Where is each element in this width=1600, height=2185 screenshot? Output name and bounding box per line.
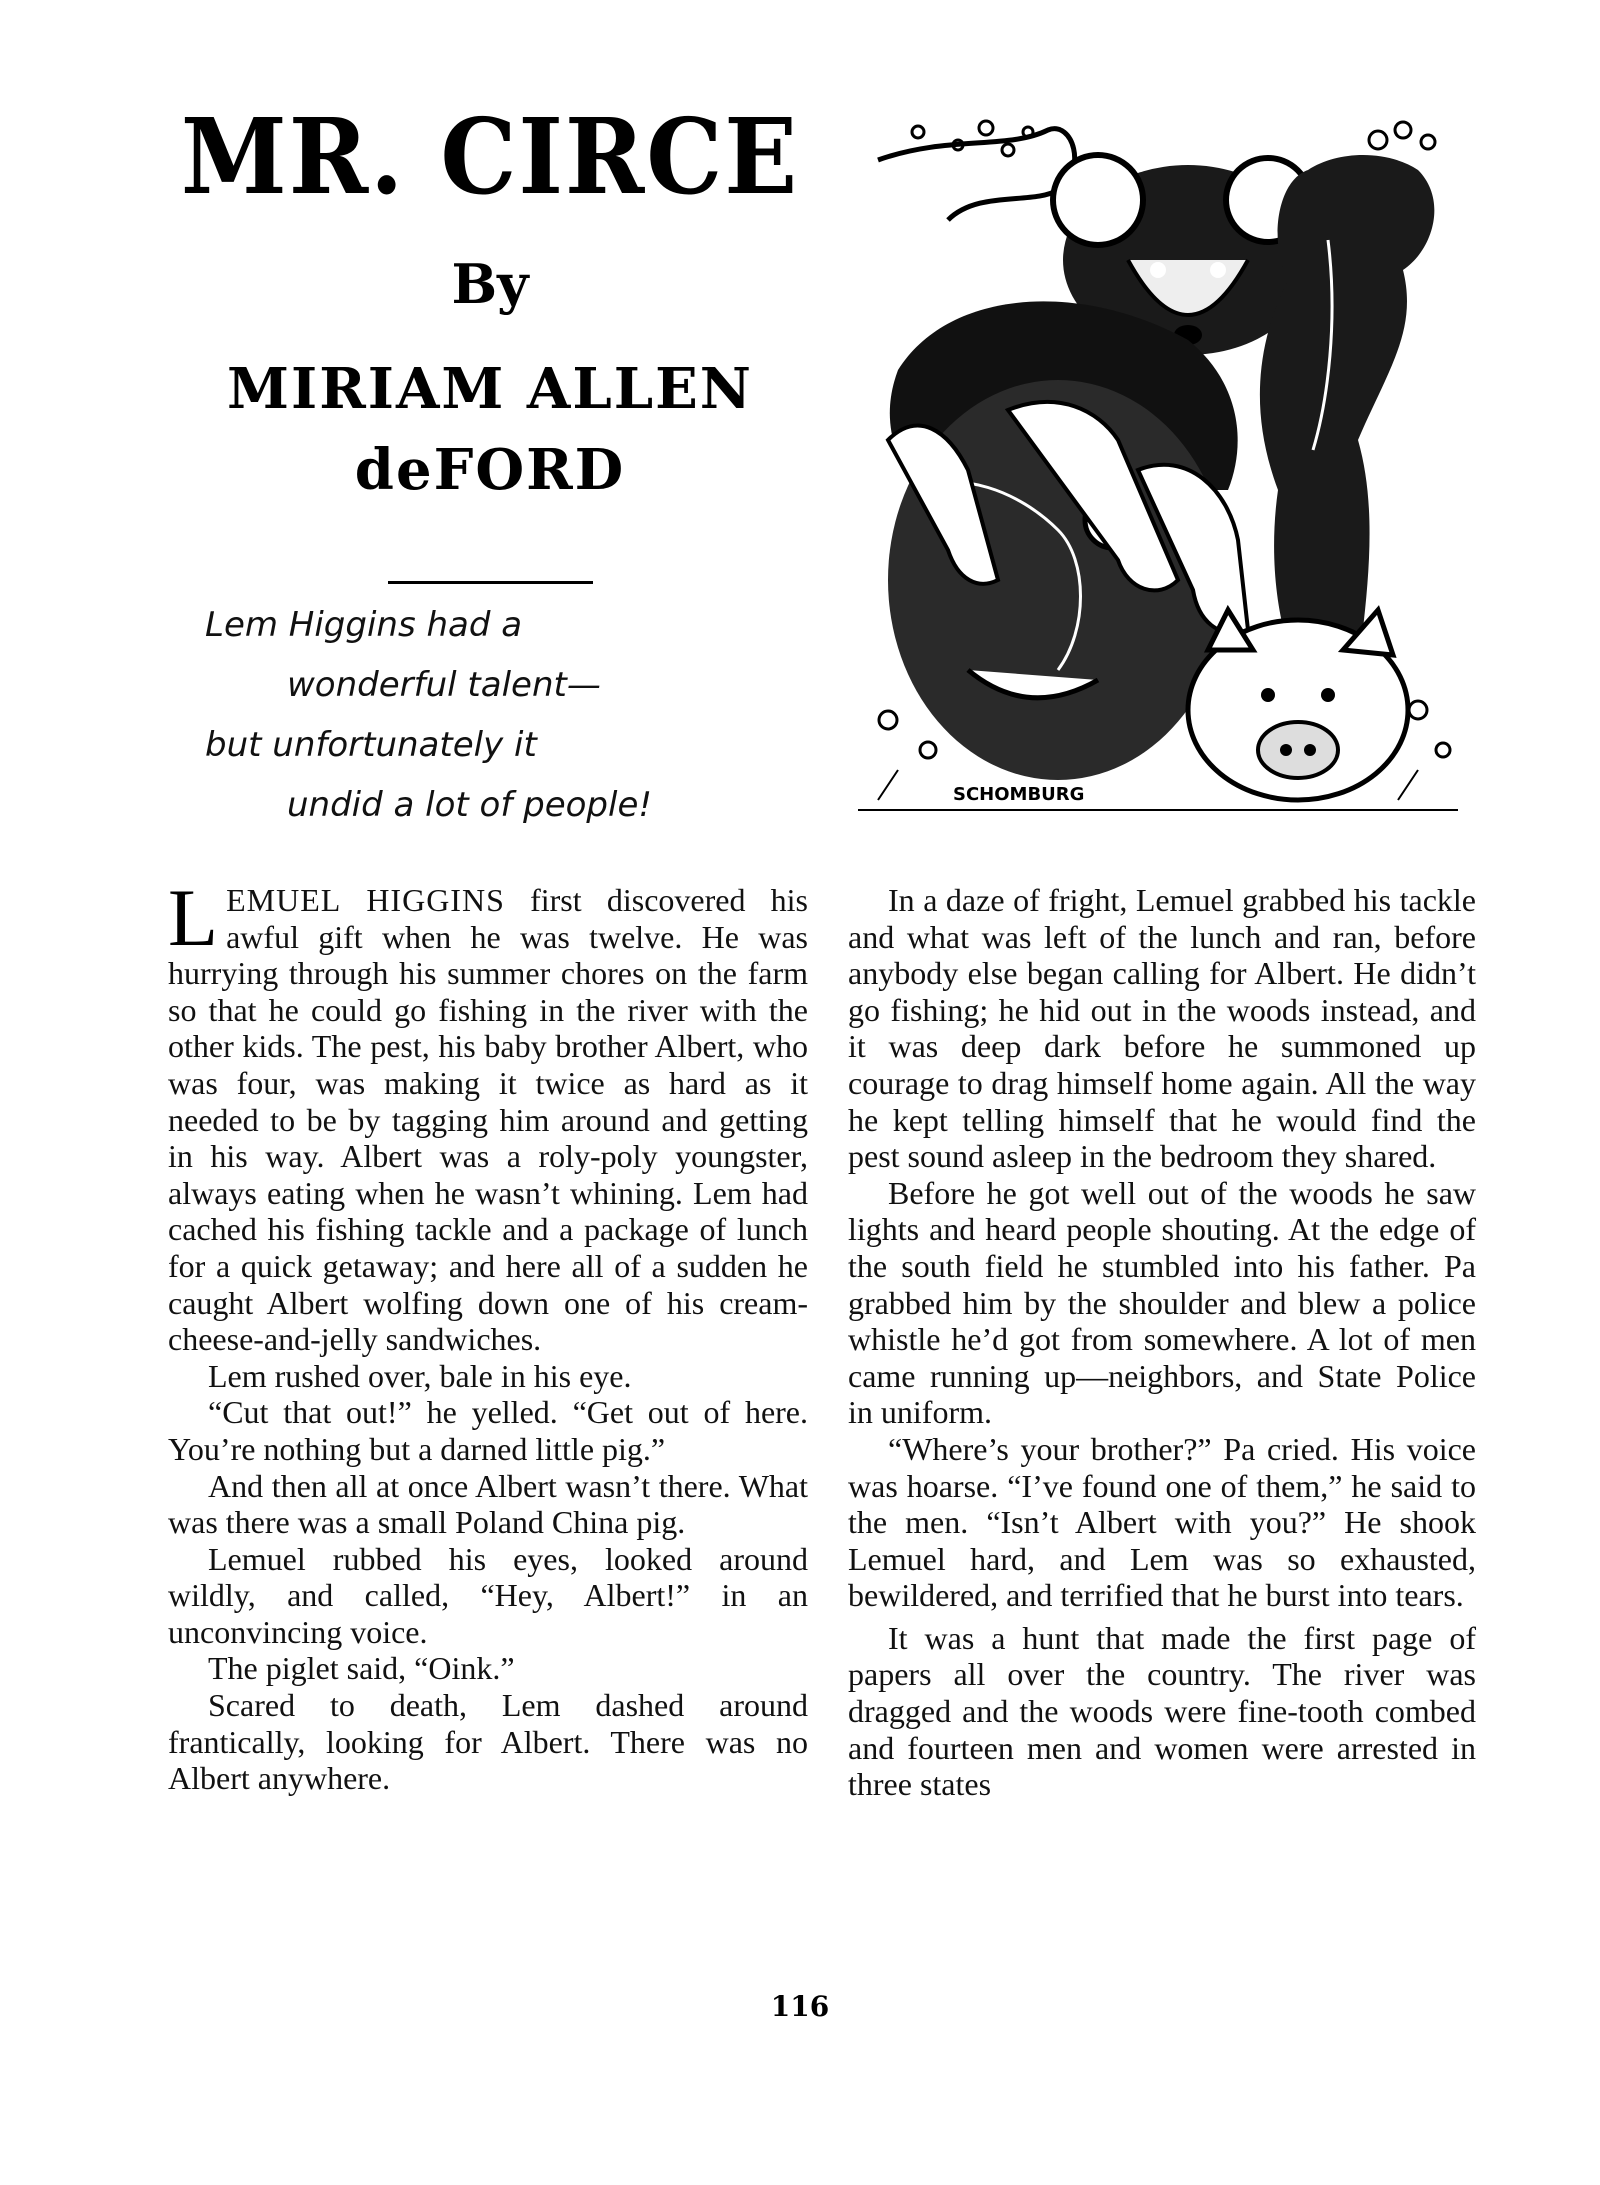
paragraph-text: first discovered his awful gift when he was twelve. He was hurrying through his summer chores on the farm so that he could go fishing in the river with the other kids. The pest, his baby brother Albert, who was four, was making it twice as hard as it needed to be by tagging him around and getting in his way. Albert was a roly-poly youngster, always eating when he wasn’t whining. Lem had cached his fishing tackle and a package of lunch for a quick getaway; and here all of a sudden he caught Albert wolfing down one of his cream-cheese-and-jelly sandwiches. [168,882,809,1358]
paragraph: “Where’s your brother?” Pa cried. His voice was hoarse. “I’ve found one of them,” he said to the men. “Isn’t Albert with you?” He shook Lemuel hard, and Lem was so exhausted, bewildered, and terrified that he burst into tears. [848,1430,1476,1614]
paragraph: “Cut that out!” he yelled. “Get out of here. You’re nothing but a darned little pig.” [168,1394,808,1467]
paragraph: And then all at once Albert wasn’t there. What was there was a small Poland China pig. [168,1467,808,1541]
illustration-drawing [858,110,1458,830]
blurb-line-3: but unfortunately it [205,725,537,765]
author-name-line-2: deFORD [354,437,626,504]
paragraph: The piglet said, “Oink.” [208,1650,515,1687]
paragraph [168,872,809,1358]
title-divider [388,581,593,584]
author-name-line-1: MIRIAM ALLEN [227,356,753,422]
story-illustration [858,110,1458,830]
paragraph: Lem rushed over, bale in his eye. [208,1357,632,1394]
blurb-line-2: wonderful talent— [287,665,601,705]
paragraph: Scared to death, Lem dashed around frantically, looking for Albert. There was no Albert anywhere. [168,1687,808,1797]
drop-cap: L [168,872,219,963]
title-block [150,95,830,584]
paragraph: It was a hunt that made the first page of papers all over the country. The river was dragged and the woods were fine-tooth combed and fourteen men and women were arrested in three states [848,1619,1476,1803]
paragraph: In a daze of fright, Lemuel grabbed his tackle and what was left of the lunch and ran, before anybody else began calling for Albert. He didn’t go fishing; he hid out in the woods instead, and it was deep dark before he summoned up courage to drag himself home again. All the way he kept telling himself that he would find the pest sound asleep in the bedroom they shared. [848,882,1476,1175]
left-text-column [168,872,809,1797]
right-text-column [848,882,1476,1803]
author-name [150,349,830,511]
artist-signature: SCHOMBURG [953,784,1085,805]
blurb-line-4: undid a lot of people! [287,785,653,825]
page-number: 116 [770,1990,830,2023]
story-title: MR. CIRCE [180,95,800,218]
paragraph: Before he got well out of the woods he saw lights and heard people shouting. At the edge of the south field he stumbled into his father. Pa grabbed him by the shoulder and blew a police whistle he’d got from somewhere. A lot of men came running up—neighbors, and State Police in uniform. [848,1174,1476,1431]
rat-tail [878,129,1075,220]
woman-figure [1260,155,1434,670]
opening-smallcaps: EMUEL HIGGINS [226,882,505,918]
story-blurb [205,595,765,835]
byline-by: By [451,252,529,316]
paragraph: Lemuel rubbed his eyes, looked around wildly, and called, “Hey, Albert!” in an unconvincing voice. [168,1540,808,1650]
blurb-line-1: Lem Higgins had a [205,605,523,645]
pig-figure [1188,610,1408,800]
